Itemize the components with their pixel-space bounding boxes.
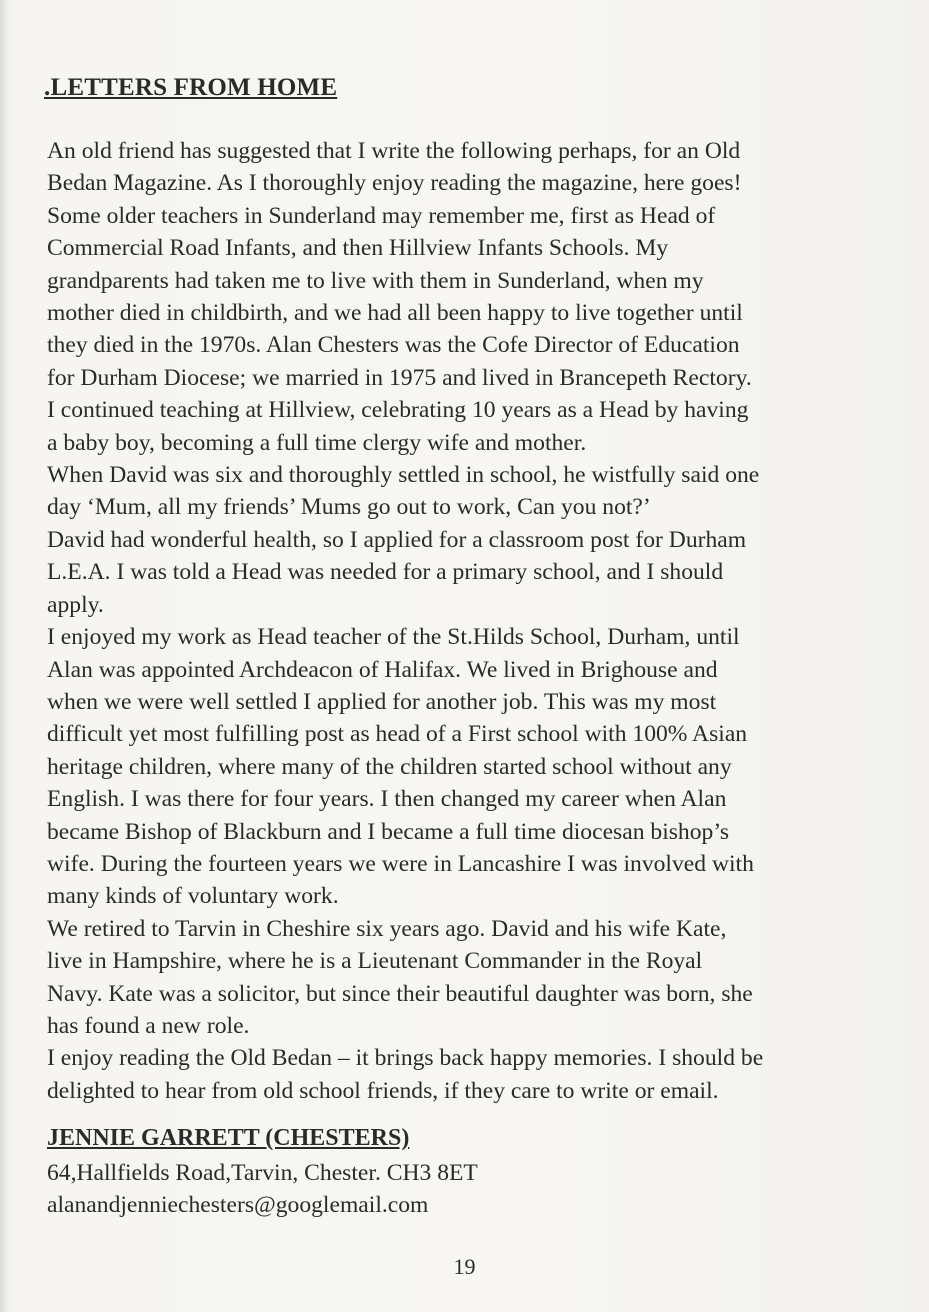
page-number: 19	[453, 1254, 476, 1279]
body-line: delighted to hear from old school friends, if they care to write or email.	[47, 1077, 719, 1104]
signature-address: 64,Hallfields Road,Tarvin, Chester. CH3 8ET	[47, 1160, 478, 1186]
signature-block	[47, 1157, 478, 1221]
body-line: We retired to Tarvin in Cheshire six years ago. David and his wife Kate,	[47, 915, 727, 942]
body-line: Navy. Kate was a solicitor, but since their beautiful daughter was born, she	[47, 980, 753, 1007]
body-line: difficult yet most fulfilling post as head of a First school with 100% Asian	[47, 721, 748, 748]
body-line: mother died in childbirth, and we had all been happy to live together until	[47, 300, 743, 327]
body-line: day ‘Mum, all my friends’ Mums go out to work, Can you not?’	[47, 494, 651, 521]
body-line: became Bishop of Blackburn and I became a full time diocesan bishop’s	[47, 818, 730, 845]
body-line: many kinds of voluntary work.	[47, 883, 339, 910]
body-line: I continued teaching at Hillview, celebrating 10 years as a Head by having	[47, 397, 749, 424]
body-line: when we were well settled I applied for another job. This was my most	[47, 688, 717, 715]
signature-email: alanandjenniechesters@googlemail.com	[47, 1192, 429, 1218]
signature-name: JENNIE GARRETT (CHESTERS)	[47, 1125, 410, 1151]
body-line: David had wonderful health, so I applied for a classroom post for Durham	[47, 526, 747, 553]
body-line: I enjoy reading the Old Bedan – it brings back happy memories. I should be	[47, 1045, 764, 1072]
body-line: When David was six and thoroughly settled in school, he wistfully said one	[47, 462, 760, 489]
page-spine-shadow	[0, 0, 8, 1312]
body-line: I enjoyed my work as Head teacher of the St.Hilds School, Durham, until	[47, 624, 740, 651]
article-body	[47, 135, 897, 1107]
body-line: they died in the 1970s. Alan Chesters was the Cofe Director of Education	[47, 332, 740, 359]
body-line: apply.	[47, 591, 104, 618]
body-line: wife. During the fourteen years we were in Lancashire I was involved with	[47, 850, 754, 877]
article-title: .LETTERS FROM HOME	[44, 74, 338, 101]
body-line: heritage children, where many of the children started school without any	[47, 753, 732, 780]
body-line: L.E.A. I was told a Head was needed for a primary school, and I should	[47, 559, 724, 586]
body-line: An old friend has suggested that I write the following perhaps, for an Old	[47, 138, 741, 164]
body-line: for Durham Diocese; we married in 1975 and lived in Brancepeth Rectory.	[47, 364, 752, 391]
body-line: grandparents had taken me to live with them in Sunderland, when my	[47, 267, 704, 294]
body-line: Bedan Magazine. As I thoroughly enjoy reading the magazine, here goes!	[47, 170, 742, 197]
body-line: Alan was appointed Archdeacon of Halifax. We lived in Brighouse and	[47, 656, 718, 683]
body-line: English. I was there for four years. I then changed my career when Alan	[47, 786, 727, 813]
body-line: a baby boy, becoming a full time clergy wife and mother.	[47, 429, 587, 456]
body-line: Commercial Road Infants, and then Hillview Infants Schools. My	[47, 235, 669, 262]
body-line: Some older teachers in Sunderland may remember me, first as Head of	[47, 202, 716, 229]
body-line: live in Hampshire, where he is a Lieutenant Commander in the Royal	[47, 948, 703, 975]
body-line: has found a new role.	[47, 1012, 250, 1039]
